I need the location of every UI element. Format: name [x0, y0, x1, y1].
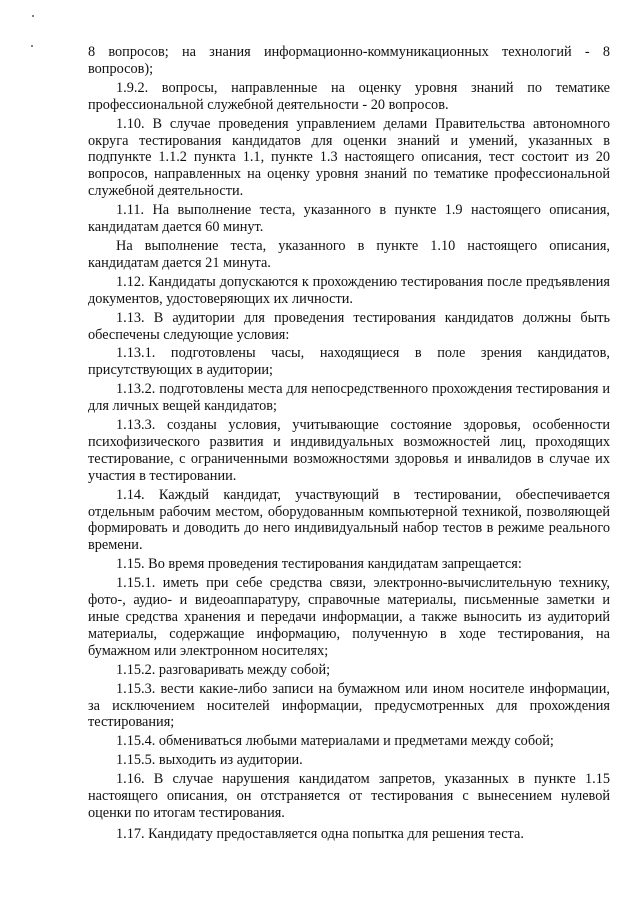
paragraph-1-15-4: 1.15.4. обмениваться любыми материалами и предметами между собой;: [116, 733, 554, 750]
paragraph-1-15-1: 1.15.1. иметь при себе средства связи, электронно-вычислительную технику, фото-, аудио- и видеоаппаратуру, справочные материалы, письменные заметки и иные средства хранения и передачи информации, а также выносить из аудиторий материалы, содержащие информацию, полученную в ходе тестирования, на бумажном или электронном носителях;: [88, 575, 610, 659]
paragraph-1-13-3: 1.13.3. созданы условия, учитывающие состояние здоровья, особенности психофизического развития и индивидуальных возможностей лиц, проходящих тестирование, с ограниченными возможностями здоровья и инвалидов в случае их участия в тестировании.: [88, 417, 610, 484]
paragraph-1-15-5: 1.15.5. выходить из аудитории.: [116, 752, 303, 769]
paragraph-1-13-1: 1.13.1. подготовлены часы, находящиеся в поле зрения кандидатов, присутствующих в аудитории;: [88, 345, 610, 379]
paragraph-1-11-cont: На выполнение теста, указанного в пункте 1.10 настоящего описания, кандидатам дается 21 минута.: [88, 237, 610, 271]
paragraph-1-17: 1.17. Кандидату предоставляется одна попытка для решения теста.: [116, 825, 524, 842]
paragraph-1-13-2: 1.13.2. подготовлены места для непосредственного прохождения тестирования и для личных вещей кандидатов;: [88, 381, 610, 415]
scan-speck-icon: [31, 45, 33, 47]
paragraph-1-9-2: 1.9.2. вопросы, направленные на оценку уровня знаний по тематике профессиональной служебной деятельности - 20 вопросов.: [88, 79, 610, 113]
paragraph-1-15: 1.15. Во время проведения тестирования кандидатам запрещается:: [116, 556, 522, 573]
paragraph-1-13: 1.13. В аудитории для проведения тестирования кандидатов должны быть обеспечены следующие условия:: [88, 309, 610, 343]
paragraph-1-11: 1.11. На выполнение теста, указанного в пункте 1.9 настоящего описания, кандидатам дается 60 минут.: [88, 202, 610, 236]
paragraph-1-12: 1.12. Кандидаты допускаются к прохождению тестирования после предъявления документов, удостоверяющих их личности.: [88, 273, 610, 307]
paragraph-1-15-2: 1.15.2. разговаривать между собой;: [116, 661, 331, 678]
paragraph-1-14: 1.14. Каждый кандидат, участвующий в тестировании, обеспечивается отдельным рабочим местом, оборудованным компьютерной техникой, позволяющей формировать и доводить до него индивидуальный набор тестов в режиме реального времени.: [88, 486, 610, 554]
scan-speck-icon: [32, 15, 34, 17]
paragraph-1-16: 1.16. В случае нарушения кандидатом запретов, указанных в пункте 1.15 настоящего описания, он отстраняется от тестирования с вынесением нулевой оценки по итогам тестирования.: [88, 771, 610, 821]
paragraph-1-15-3: 1.15.3. вести какие-либо записи на бумажном или ином носителе информации, за исключением носителей информации, предусмотренных для прохождения тестирования;: [88, 680, 610, 731]
paragraph-1-10: 1.10. В случае проведения управлением делами Правительства автономного округа тестирования кандидатов для оценки знаний и умений, указанных в подпункте 1.1.2 пункта 1.1, пункте 1.3 настоящего описания, тест состоит из 20 вопросов, направленных на оценку уровня знаний по тематике профессиональной служебной деятельности.: [88, 115, 610, 200]
paragraph-continuation: 8 вопросов; на знания информационно-коммуникационных технологий - 8 вопросов);: [88, 44, 610, 77]
